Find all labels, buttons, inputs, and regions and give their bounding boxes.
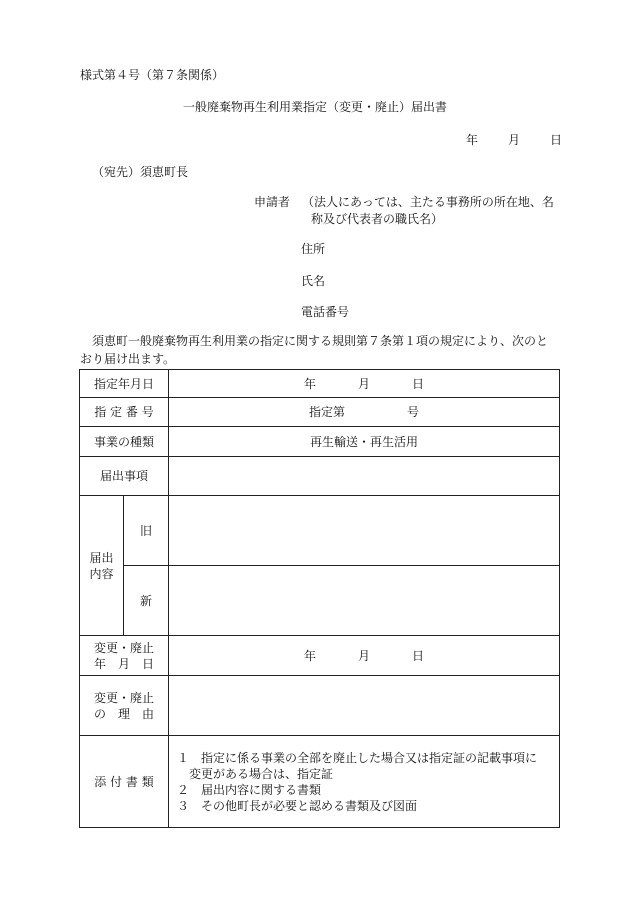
reason-label-line1: 変更・廃止 (94, 690, 155, 705)
submission-date (466, 131, 562, 148)
row-notification-items (80, 457, 560, 496)
change-date-month: 月 (358, 648, 371, 663)
date-year: 年 (466, 133, 479, 147)
row-designation-date (80, 370, 560, 398)
notification-table (79, 369, 560, 828)
addressee: （宛先）須恵町長 (92, 165, 189, 179)
new-label: 新 (124, 566, 169, 636)
form-title: 一般廃棄物再生利用業指定（変更・廃止）届出書 (182, 100, 447, 114)
row-attachments (80, 736, 560, 828)
old-label: 旧 (124, 496, 169, 566)
new-content-field[interactable] (169, 566, 560, 636)
reason-label-line2: の 理 由 (94, 706, 155, 721)
attachment-item-3: ３ その他町長が必要と認める書類及び図面 (177, 798, 418, 813)
designation-number-prefix: 指定第 (309, 405, 346, 419)
notification-content-label-line2: 内容 (89, 566, 114, 581)
reason-label (80, 676, 169, 736)
row-content-new (80, 566, 560, 636)
attachment-item-1: １ 指定に係る事業の全部を廃止した場合又は指定証の記載事項に (177, 750, 538, 765)
designation-date-field[interactable] (169, 370, 560, 398)
applicant-note-line2: 称及び代表者の職氏名） (311, 212, 444, 226)
notification-items-label: 届出事項 (80, 457, 169, 496)
business-type-value: 再生輸送・再生活用 (169, 427, 560, 457)
attachments-label: 添 付 書 類 (80, 736, 169, 828)
phone-label: 電話番号 (301, 305, 350, 319)
applicant-note-line1: （法人にあっては、主たる事務所の所在地、名 (302, 195, 554, 209)
designation-date-year: 年 (303, 376, 316, 391)
attachment-item-1-continued: 変更がある場合は、指定証 (189, 766, 334, 781)
date-month: 月 (508, 133, 521, 147)
change-date-label-line2: 年 月 日 (94, 656, 155, 671)
old-content-field[interactable] (169, 496, 560, 566)
designation-date-day: 日 (412, 376, 425, 391)
designation-number-label: 指 定 番 号 (80, 398, 169, 427)
change-date-label-line1: 変更・廃止 (94, 640, 155, 655)
business-type-label: 事業の種類 (80, 427, 169, 457)
notification-items-field[interactable] (169, 457, 560, 496)
attachment-item-2: ２ 届出内容に関する書類 (177, 782, 322, 797)
notification-content-label (80, 496, 124, 636)
row-business-type (80, 427, 560, 457)
row-content-old (80, 496, 560, 566)
row-change-date (80, 636, 560, 676)
address-label: 住所 (301, 242, 326, 256)
reason-field[interactable] (169, 676, 560, 736)
row-reason (80, 676, 560, 736)
name-label: 氏名 (301, 274, 326, 288)
change-date-field[interactable] (169, 636, 560, 676)
date-day: 日 (550, 133, 563, 147)
designation-date-month: 月 (358, 376, 371, 391)
applicant-label: 申請者 (254, 195, 291, 209)
change-date-year: 年 (303, 648, 316, 663)
designation-number-field[interactable] (169, 398, 560, 427)
change-date-day: 日 (412, 648, 425, 663)
change-date-label (80, 636, 169, 676)
attachments-list (169, 736, 560, 828)
body-text: 須恵町一般廃棄物再生利用業の指定に関する規則第７条第１項の規定により、次のとおり届け出ます。 (80, 334, 549, 366)
designation-date-label: 指定年月日 (80, 370, 169, 398)
notification-content-label-line1: 届出 (89, 550, 114, 565)
designation-number-suffix: 号 (407, 405, 420, 419)
row-designation-number (80, 398, 560, 427)
form-number: 様式第４号（第７条関係） (80, 68, 225, 82)
